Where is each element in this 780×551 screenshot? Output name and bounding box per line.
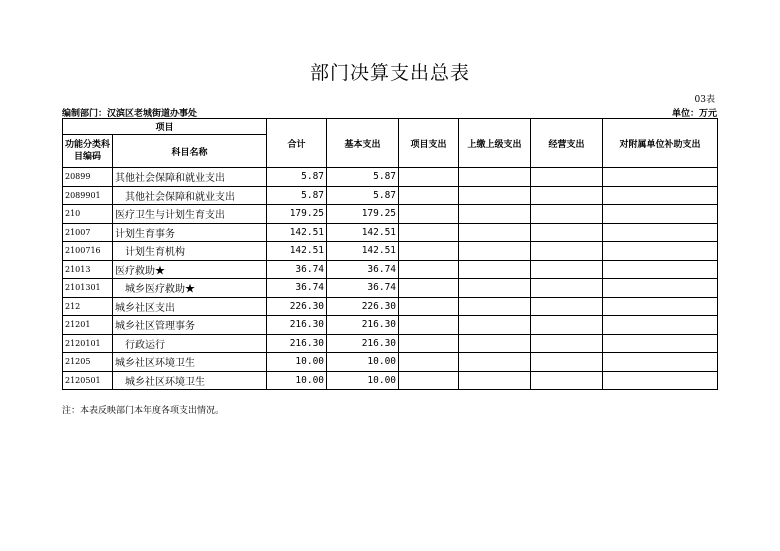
cell-project xyxy=(399,279,459,298)
header-upper: 上缴上级支出 xyxy=(459,119,531,168)
cell-basic: 5.87 xyxy=(327,186,399,205)
compiling-department: 编制部门：汉滨区老城街道办事处 xyxy=(62,109,198,119)
cell-subsidy xyxy=(603,353,718,372)
cell-code: 2101301 xyxy=(63,279,113,298)
cell-basic: 10.00 xyxy=(327,371,399,390)
cell-total: 10.00 xyxy=(267,353,327,372)
cell-business xyxy=(531,205,603,224)
cell-total: 216.30 xyxy=(267,334,327,353)
cell-upper xyxy=(459,242,531,261)
cell-code: 21007 xyxy=(63,223,113,242)
cell-business xyxy=(531,353,603,372)
header-business: 经营支出 xyxy=(531,119,603,168)
cell-code: 2120501 xyxy=(63,371,113,390)
cell-total: 226.30 xyxy=(267,297,327,316)
cell-upper xyxy=(459,371,531,390)
cell-total: 179.25 xyxy=(267,205,327,224)
cell-business xyxy=(531,260,603,279)
cell-upper xyxy=(459,316,531,335)
cell-basic: 36.74 xyxy=(327,279,399,298)
cell-upper xyxy=(459,186,531,205)
cell-code: 2100716 xyxy=(63,242,113,261)
cell-business xyxy=(531,297,603,316)
cell-total: 216.30 xyxy=(267,316,327,335)
cell-basic: 5.87 xyxy=(327,168,399,187)
cell-total: 5.87 xyxy=(267,168,327,187)
table-row xyxy=(63,371,718,390)
cell-business xyxy=(531,168,603,187)
cell-total: 10.00 xyxy=(267,371,327,390)
header-name: 科目名称 xyxy=(113,135,267,168)
cell-upper xyxy=(459,223,531,242)
header-item: 项目 xyxy=(63,119,267,135)
cell-name: 医疗救助★ xyxy=(113,260,267,279)
cell-code: 21201 xyxy=(63,316,113,335)
cell-name: 医疗卫生与计划生育支出 xyxy=(113,205,267,224)
table-row xyxy=(63,168,718,187)
table-number: 03表 xyxy=(694,95,715,105)
cell-basic: 179.25 xyxy=(327,205,399,224)
cell-basic: 10.00 xyxy=(327,353,399,372)
table-body xyxy=(63,168,718,390)
cell-code: 2089901 xyxy=(63,186,113,205)
cell-business xyxy=(531,223,603,242)
cell-business xyxy=(531,242,603,261)
unit-label: 单位：万元 xyxy=(671,109,717,119)
cell-subsidy xyxy=(603,242,718,261)
cell-subsidy xyxy=(603,223,718,242)
cell-subsidy xyxy=(603,371,718,390)
header-subsidy: 对附属单位补助支出 xyxy=(603,119,718,168)
cell-upper xyxy=(459,297,531,316)
cell-project xyxy=(399,371,459,390)
cell-name: 其他社会保障和就业支出 xyxy=(113,186,267,205)
table-row xyxy=(63,223,718,242)
cell-business xyxy=(531,371,603,390)
cell-code: 20899 xyxy=(63,168,113,187)
cell-subsidy xyxy=(603,316,718,335)
header-project: 项目支出 xyxy=(399,119,459,168)
cell-total: 36.74 xyxy=(267,279,327,298)
cell-upper xyxy=(459,260,531,279)
header-basic: 基本支出 xyxy=(327,119,399,168)
cell-project xyxy=(399,353,459,372)
cell-subsidy xyxy=(603,260,718,279)
table-row xyxy=(63,279,718,298)
cell-code: 2120101 xyxy=(63,334,113,353)
cell-subsidy xyxy=(603,279,718,298)
cell-total: 36.74 xyxy=(267,260,327,279)
cell-name: 计划生育事务 xyxy=(113,223,267,242)
cell-subsidy xyxy=(603,168,718,187)
cell-basic: 216.30 xyxy=(327,316,399,335)
cell-upper xyxy=(459,353,531,372)
table-row xyxy=(63,353,718,372)
cell-project xyxy=(399,297,459,316)
cell-total: 142.51 xyxy=(267,223,327,242)
cell-name: 其他社会保障和就业支出 xyxy=(113,168,267,187)
page-title: 部门决算支出总表 xyxy=(309,62,470,84)
cell-name: 城乡社区环境卫生 xyxy=(113,371,267,390)
cell-basic: 142.51 xyxy=(327,242,399,261)
cell-subsidy xyxy=(603,334,718,353)
cell-project xyxy=(399,186,459,205)
table-row xyxy=(63,334,718,353)
cell-name: 行政运行 xyxy=(113,334,267,353)
cell-upper xyxy=(459,279,531,298)
table-row xyxy=(63,242,718,261)
table-note: 注：本表反映部门本年度各项支出情况。 xyxy=(62,406,225,416)
cell-code: 21205 xyxy=(63,353,113,372)
table-row xyxy=(63,205,718,224)
meta-row xyxy=(62,106,717,118)
cell-project xyxy=(399,168,459,187)
cell-basic: 36.74 xyxy=(327,260,399,279)
cell-upper xyxy=(459,205,531,224)
cell-code: 21013 xyxy=(63,260,113,279)
cell-total: 142.51 xyxy=(267,242,327,261)
cell-project xyxy=(399,260,459,279)
cell-basic: 226.30 xyxy=(327,297,399,316)
table-row xyxy=(63,260,718,279)
cell-name: 城乡社区支出 xyxy=(113,297,267,316)
cell-business xyxy=(531,279,603,298)
cell-upper xyxy=(459,168,531,187)
table-row xyxy=(63,186,718,205)
cell-project xyxy=(399,223,459,242)
cell-project xyxy=(399,316,459,335)
cell-basic: 142.51 xyxy=(327,223,399,242)
expenditure-table xyxy=(62,118,718,390)
table-row xyxy=(63,297,718,316)
cell-business xyxy=(531,186,603,205)
cell-total: 5.87 xyxy=(267,186,327,205)
cell-subsidy xyxy=(603,205,718,224)
cell-subsidy xyxy=(603,297,718,316)
cell-business xyxy=(531,334,603,353)
header-total: 合计 xyxy=(267,119,327,168)
cell-project xyxy=(399,334,459,353)
cell-name: 城乡医疗救助★ xyxy=(113,279,267,298)
cell-code: 212 xyxy=(63,297,113,316)
cell-name: 城乡社区环境卫生 xyxy=(113,353,267,372)
header-code: 功能分类科目编码 xyxy=(63,135,113,168)
cell-upper xyxy=(459,334,531,353)
cell-name: 计划生育机构 xyxy=(113,242,267,261)
cell-project xyxy=(399,242,459,261)
cell-name: 城乡社区管理事务 xyxy=(113,316,267,335)
table-row xyxy=(63,316,718,335)
cell-basic: 216.30 xyxy=(327,334,399,353)
cell-code: 210 xyxy=(63,205,113,224)
cell-business xyxy=(531,316,603,335)
cell-project xyxy=(399,205,459,224)
cell-subsidy xyxy=(603,186,718,205)
